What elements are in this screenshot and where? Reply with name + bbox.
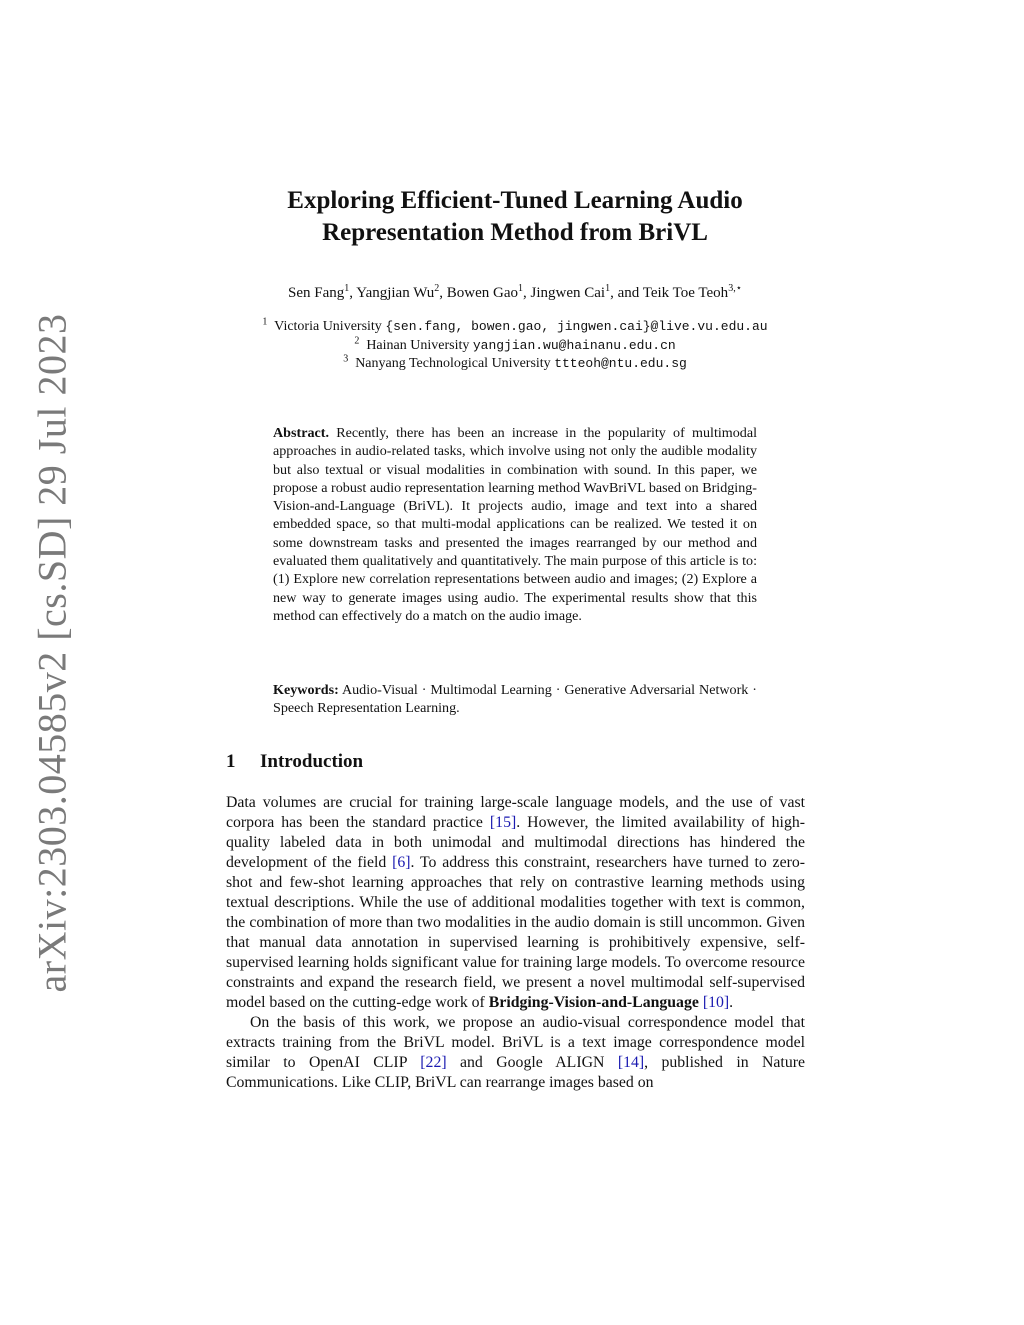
paragraph (226, 793, 805, 1013)
paragraph-text: On the basis of this work, we propose an audio-visual correspondence model that extracts training from the BriVL model. BriVL is a text image correspondence model similar to OpenAI CLIP (226, 1014, 805, 1071)
affiliation-number: 2 (354, 334, 360, 346)
abstract (273, 424, 757, 625)
abstract-label: Abstract. (273, 425, 329, 441)
author-separator: , (523, 285, 531, 301)
bold-term: Bridging-Vision-and-Language (488, 994, 699, 1011)
affiliation-list (200, 318, 830, 374)
affiliation-line (200, 318, 830, 337)
author-name: Yangjian Wu (356, 285, 435, 301)
affiliation-line (200, 334, 830, 356)
author-name: Teik Toe Teoh (642, 285, 729, 301)
author-name: Jingwen Cai (530, 285, 606, 301)
keywords-label: Keywords: (273, 682, 339, 698)
paragraph-text: Data volumes are crucial for training large-scale language models, and the use of vast corpora has been the standard practice (226, 794, 805, 831)
author-affiliation-mark: 1 (518, 283, 524, 294)
citation-link[interactable]: [15] (489, 814, 517, 831)
section-title: Introduction (260, 751, 364, 772)
author-affiliation-mark: 1 (605, 283, 611, 294)
abstract-text: Recently, there has been an increase in the popularity of multimodal approaches in audio-related tasks, which involve using not only the audible modality but also textual or visual modalities in combination with sound. In this paper, we propose a robust audio representation learning method WavBriVL based on Bridging-Vision-and-Language (BriVL). It projects audio, image and text into a shared embedded space, so that multi-modal applications can be realized. We tested it on some downstream tasks and presented the images rearranged by our method and evaluated them qualitatively and quantitatively. The main purpose of this article is to: (1) Explore new correlation representations between audio and images; (2) Explore a new way to generate images using audio. The experimental results show that this method can effectively do a match on the audio image. (273, 425, 758, 624)
arxiv-identifier: arXiv:2303.04585v2 [cs.SD] 29 Jul 2023 (29, 313, 75, 993)
affiliation-email[interactable]: ttteoh@ntu.edu.sg (554, 356, 687, 371)
section-number: 1 (226, 751, 236, 772)
citation-link[interactable]: [6] (392, 854, 411, 871)
affiliation-line (200, 355, 830, 374)
author-affiliation-mark: 2 (434, 283, 440, 294)
keywords (273, 681, 757, 718)
author-affiliation-mark: 1 (344, 283, 350, 294)
paragraph-text: and Google ALIGN (446, 1054, 618, 1071)
section-heading-introduction (226, 750, 363, 774)
paragraph (226, 1013, 805, 1093)
keywords-text: Audio-Visual · Multimodal Learning · Generative Adversarial Network · Speech Representation Learning. (273, 682, 757, 717)
affiliation-email[interactable]: yangjian.wu@hainanu.edu.cn (472, 337, 676, 353)
affiliation-name: Victoria University (274, 319, 382, 334)
affiliation-name: Hainan University (366, 337, 470, 353)
arxiv-sidebar (0, 0, 110, 1325)
paragraph-text: , published in Nature Communications. Like CLIP, BriVL can rearrange images based on (226, 1054, 805, 1091)
author-separator: , and (610, 285, 643, 301)
author-list (200, 283, 830, 303)
affiliation-number: 1 (262, 316, 268, 328)
paragraph-text: . To address this constraint, researchers have turned to zero-shot and few-shot learning approaches that rely on contrastive learning methods using textual descriptions. While the use of additional modalities together with text is common, the combination of more than two modalities in the audio domain is still uncommon. Given that manual data annotation in supervised learning is prohibitively expensive, self-supervised learning holds significant value for training large models. To overcome resource constraints and expand the research field, we present a novel multimodal self-supervised model based on the cutting-edge work of (226, 854, 806, 1011)
affiliation-number: 3 (343, 353, 349, 365)
author-separator: , (439, 285, 447, 301)
affiliation-email[interactable]: {sen.fang, bowen.gao, jingwen.cai}@live.vu.edu.au (385, 319, 768, 334)
paragraph-text: . However, the limited availability of high-quality labeled data in both unimodal and multimodal directions has hindered the development of the field (226, 814, 805, 871)
paper-title (200, 185, 830, 249)
title-line-2: Representation Method from BriVL (322, 219, 708, 246)
affiliation-name: Nanyang Technological University (355, 356, 551, 371)
author-separator: , (349, 285, 357, 301)
introduction-body (226, 793, 805, 1093)
citation-link[interactable]: [10] (702, 994, 730, 1011)
author-name: Sen Fang (288, 285, 345, 301)
citation-link[interactable]: [14] (617, 1054, 645, 1071)
author-name: Bowen Gao (446, 285, 519, 301)
title-line-1: Exploring Efficient-Tuned Learning Audio (287, 187, 743, 214)
paragraph-text: . (729, 994, 734, 1011)
citation-link[interactable]: [22] (420, 1054, 447, 1071)
author-affiliation-mark: 3,⋆ (728, 283, 742, 294)
